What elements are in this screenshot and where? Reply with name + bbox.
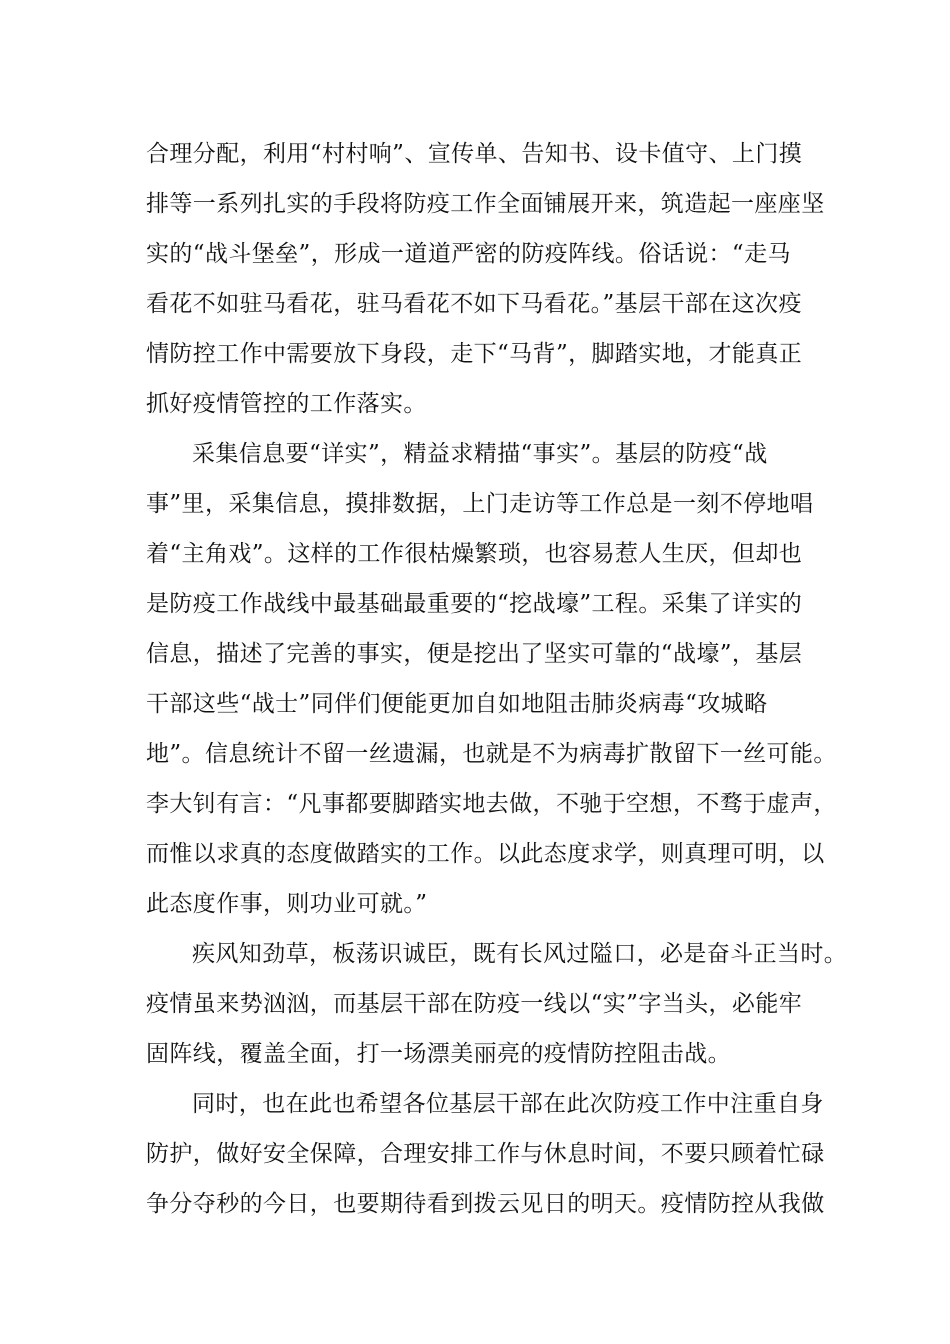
text-line: 而惟以求真的态度做踏实的工作。以此态度求学，则真理可明，以 xyxy=(146,841,825,867)
text-line: 李大钊有言：“凡事都要脚踏实地去做，不驰于空想，不骛于虚声， xyxy=(146,791,837,817)
text-line: 排等一系列扎实的手段将防疫工作全面铺展开来，筑造起一座座坚 xyxy=(146,191,825,217)
text-line: 疫情虽来势汹汹，而基层干部在防疫一线以“实”字当头，必能牢 xyxy=(146,991,803,1017)
text-line: 此态度作事，则功业可就。” xyxy=(146,891,428,917)
text-line: 看花不如驻马看花，驻马看花不如下马看花。”基层干部在这次疫 xyxy=(146,291,802,317)
paragraph-first-line: 采集信息要“详实”，精益求精描“事实”。基层的防疫“战 xyxy=(192,441,768,467)
text-line: 地”。信息统计不留一丝遗漏，也就是不为病毒扩散留下一丝可能。 xyxy=(146,741,837,767)
text-line: 着“主角戏”。这样的工作很枯燥繁琐，也容易惹人生厌，但却也 xyxy=(146,541,803,567)
text-line: 事”里，采集信息，摸排数据，上门走访等工作总是一刻不停地唱 xyxy=(146,491,814,517)
text-line: 情防控工作中需要放下身段，走下“马背”，脚踏实地，才能真正 xyxy=(146,341,803,367)
text-line: 抓好疫情管控的工作落实。 xyxy=(146,391,427,417)
document-body xyxy=(146,129,848,1229)
paragraph-first-line: 同时，也在此也希望各位基层干部在此次防疫工作中注重自身 xyxy=(192,1091,824,1117)
text-line: 争分夺秒的今日，也要期待看到拨云见日的明天。疫情防控从我做 xyxy=(146,1191,825,1217)
text-line: 合理分配，利用“村村响”、宣传单、告知书、设卡值守、上门摸 xyxy=(146,141,803,167)
text-line: 干部这些“战士”同伴们便能更加自如地阻击肺炎病毒“攻城略 xyxy=(146,691,768,717)
text-line: 信息，描述了完善的事实，便是挖出了坚实可靠的“战壕”，基层 xyxy=(146,641,803,667)
paragraph-first-line: 疾风知劲草，板荡识诚臣，既有长风过隘口，必是奋斗正当时。 xyxy=(192,941,848,967)
text-line: 固阵线，覆盖全面，打一场漂美丽亮的疫情防控阻击战。 xyxy=(146,1041,731,1067)
text-line: 实的“战斗堡垒”，形成一道道严密的防疫阵线。俗话说：“走马 xyxy=(146,241,791,267)
text-line: 防护，做好安全保障，合理安排工作与休息时间，不要只顾着忙碌 xyxy=(146,1141,825,1167)
text-line: 是防疫工作战线中最基础最重要的“挖战壕”工程。采集了详实的 xyxy=(146,591,803,617)
